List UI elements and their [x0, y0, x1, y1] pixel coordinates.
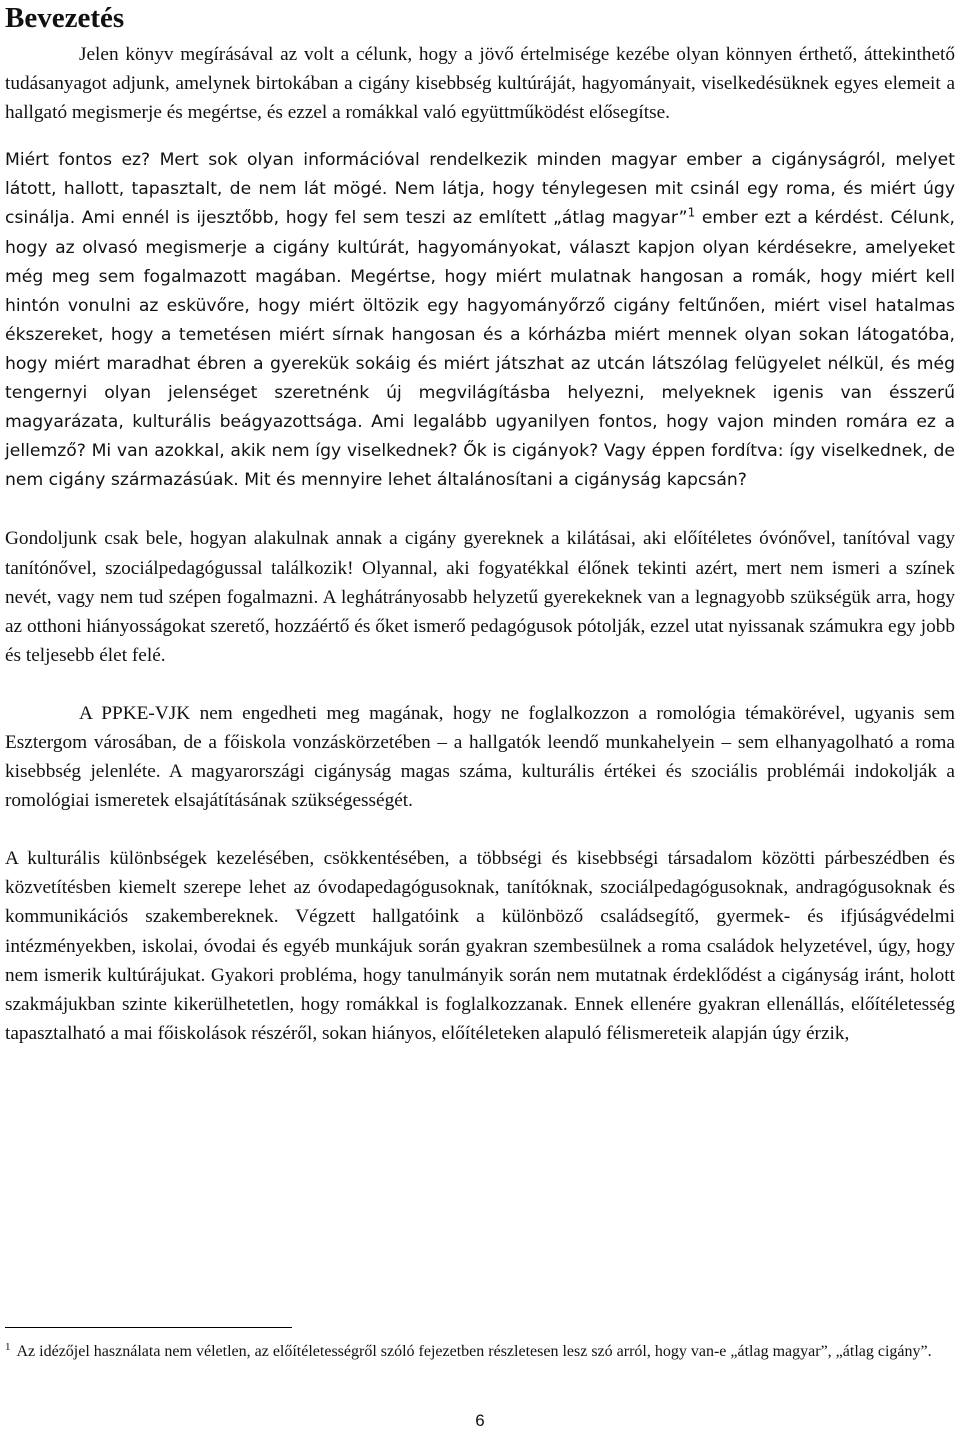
paragraph-gap [5, 495, 955, 524]
footnote-separator [5, 1327, 292, 1328]
paragraph-think-about: Gondoljunk csak bele, hogyan alakulnak annak a cigány gyereknek a kilátásai, aki előítéletes óvónővel, tanítóval vagy tanítónővel, szociálpedagógussal találkozik! Olyannal, aki fogyatékkal élőnek tekinti azért, mert nem ismeri a színek nevét, vagy nem tud szépen fogalmazni. A leghátrányosabb helyzetű gyerekeknek van a legnagyobb szükségük arra, hogy az otthoni hiányosságokat szerető, hozzáértő és őket ismerő pedagógusok pótolják, ezzel utat nyissanak számukra egy jobb és teljesebb élet felé. [5, 528, 955, 666]
footnote-text: Az idézőjel használata nem véletlen, az előítéletességről szóló fejezetben részletesen lesz szó arról, hogy van-e „átlag magyar”, „átlag cigány”. [16, 1343, 932, 1360]
paragraph-why-important-part2: ember ezt a kérdést. Célunk, hogy az olvasó megismerje a cigány kultúrát, hagyományokat, választ kapjon olyan kérdésekre, amelyeket még meg sem fogalmazott magában. Megértse, hogy miért mulatnak hangosan a romák, hogy miért kell hintón vonulni az esküvőre, hogy miért öltözik egy hagyományőrző cigány feltűnően, miért visel hatalmas ékszereket, hogy a temetésen miért sírnak hangosan és a kórházba miért mennek olyan sokan látogatóba, hogy miért maradhat ébren a gyerekük sokáig és miért játszhat az utcán látszólag felügyelet nélkül, és még tengernyi olyan jelenséget szeretnénk új megvilágításba helyezni, melyeknek igenis van ésszerű magyarázata, kulturális beágyazottsága. Ami legalább ugyanilyen fontos, hogy vajon minden romára ez a jellemző? Mi van azokkal, akik nem így viselkednek? Ők is cigányok? Vagy éppen fordítva: így viselkednek, de nem cigány származásúak. Mit és mennyire lehet általánosítani a cigányság kapcsán? [5, 208, 955, 491]
paragraph-why-important [5, 146, 955, 495]
footnote-number: 1 [5, 1340, 11, 1353]
chapter-heading: Bevezetés [5, 2, 125, 34]
paragraph-gap [5, 127, 955, 146]
footnote-reference[interactable]: 1 [687, 205, 696, 220]
paragraph-gap [5, 815, 955, 844]
paragraph-why-important-part1: Miért fontos ez? Mert sok olyan információval rendelkezik minden magyar ember a cigányságról, melyet látott, hallott, tapasztalt, de nem lát mögé. Nem látja, hogy ténylegesen mit csinál egy roma, és miért úgy csinálja. Ami ennél is ijesztőbb, hogy fel sem teszi az említett „átlag magyar” [5, 150, 955, 229]
paragraph-gap [5, 670, 955, 699]
page-number: 6 [475, 1411, 485, 1430]
paragraph-ppke-vjk: A PPKE-VJK nem engedheti meg magának, hogy ne foglalkozzon a romológia témakörével, ugyanis sem Esztergom városában, de a főiskola vonzáskörzetében – a hallgatók leendő munkahelyein – sem elhanyagolható a roma kisebbség jelenléte. A magyarországi cigányság magas száma, kulturális értékei és szociális problémái indokolják a romológiai ismeretek elsajátításának szükségességét. [5, 702, 955, 812]
footnote [5, 1338, 953, 1365]
body-text [5, 40, 955, 1048]
paragraph-intro: Jelen könyv megírásával az volt a célunk, hogy a jövő értelmisége kezébe olyan könnyen érthető, áttekinthető tudásanyagot adjunk, amelynek birtokában a cigány kisebbség kultúráját, hagyományait, viselkedésüknek egyes elemeit a hallgató megismerje és megértse, és ezzel a romákkal való együttműködést elősegítse. [5, 44, 955, 124]
paragraph-cultural-differences: A kulturális különbségek kezelésében, csökkentésében, a többségi és kisebbségi társadalom közötti párbeszédben és közvetítésben kiemelt szerepe lehet az óvodapedagógusoknak, tanítóknak, szociálpedagógusoknak, andragógusoknak és kommunikációs szakembereknek. Végzett hallgatóink a különböző családsegítő, gyermek- és ifjúságvédelmi intézményekben, iskolai, óvodai és egyéb munkájuk során gyakran szembesülnek a roma családok helyzetével, úgy, hogy nem ismerik kultúrájukat. Gyakori probléma, hogy tanulmányik során nem mutatnak érdeklődést a cigányság iránt, holott szakmájukban szinte kikerülhetetlen, hogy romákkal is foglalkozzanak. Ennek ellenére gyakran ellenállás, előítéletesség tapasztalható a mai főiskolások részéről, sokan hiányos, előítéleteken alapuló félismereteik alapján úgy érzik, [5, 848, 955, 1044]
